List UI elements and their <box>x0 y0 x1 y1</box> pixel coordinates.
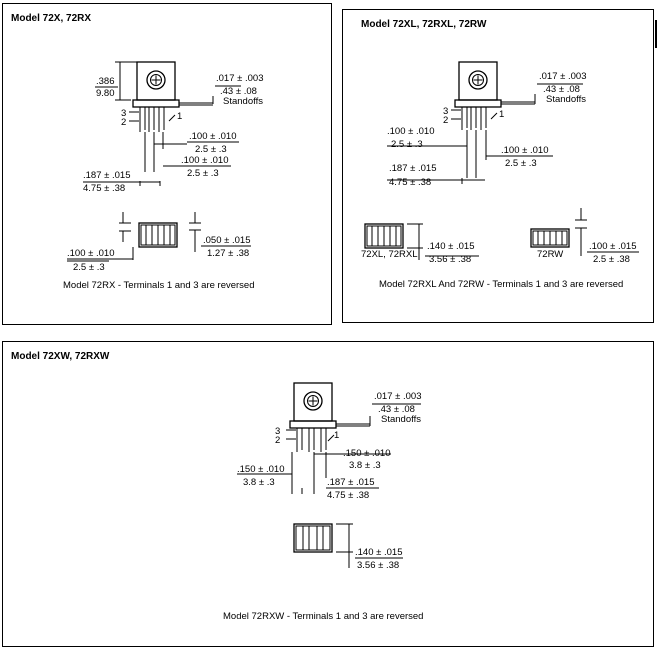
dim-standoff-mm: .43 ± .08 <box>543 84 580 95</box>
dim-offset-mm: 4.75 ± .38 <box>327 490 370 501</box>
dim-thick-in: .050 ± .015 <box>203 235 251 246</box>
dim-standoff-in: .017 ± .003 <box>374 391 422 402</box>
panel-caption: Model 72RX - Terminals 1 and 3 are reversed <box>63 280 255 291</box>
panel-model-72xl <box>342 9 654 323</box>
dim-pitch-left-mm: 2.5 ± .3 <box>391 139 423 150</box>
dim-offset-in: .187 ± .015 <box>327 477 375 488</box>
dim-xl-in: .140 ± .015 <box>427 241 475 252</box>
edge-mark <box>655 20 657 48</box>
dim-bottom-pitch-mm: 2.5 ± .3 <box>73 262 105 273</box>
panel-caption: Model 72RXW - Terminals 1 and 3 are reversed <box>223 611 424 622</box>
dim-pitch-in: .100 ± .010 <box>189 131 237 142</box>
dim-standoff-label: Standoffs <box>546 94 586 105</box>
dim-height-in: .386 <box>96 76 115 87</box>
label-72xl: 72XL, 72RXL <box>361 249 418 260</box>
pin-label-3: 3 <box>275 426 281 437</box>
panel-title: Model 72XW, 72RXW <box>11 351 110 362</box>
dim-offset-mm: 4.75 ± .38 <box>389 177 432 188</box>
dim-pitch-right-in: .100 ± .010 <box>501 145 549 156</box>
model-72x-drawing <box>3 4 333 326</box>
dim-pitch-right-mm: 3.8 ± .3 <box>349 460 381 471</box>
dim-pitch-left-in: .100 ± .010 <box>387 126 435 137</box>
pin-2 <box>149 107 154 132</box>
dim-thick-mm: 3.56 ± .38 <box>357 560 400 571</box>
pin-2 <box>471 107 476 130</box>
pin-label-2: 2 <box>121 117 127 128</box>
pin-label-1: 1 <box>499 109 505 120</box>
pin-3 <box>462 107 467 130</box>
dim-pitch2-mm: 2.5 ± .3 <box>187 168 219 179</box>
panel-title: Model 72X, 72RX <box>11 13 92 24</box>
pin-1 <box>481 107 486 130</box>
dim-rw-in: .100 ± .015 <box>589 241 637 252</box>
dim-offset-mm: 4.75 ± .38 <box>83 183 126 194</box>
pin-2 <box>309 428 314 452</box>
dim-bottom-pitch-in: .100 ± .010 <box>67 248 115 259</box>
dim-standoff-in: .017 ± .003 <box>216 73 264 84</box>
dim-standoff-mm: .43 ± .08 <box>220 86 257 97</box>
panel-title: Model 72XL, 72RXL, 72RW <box>361 19 487 30</box>
pin-label-2: 2 <box>443 115 449 126</box>
dim-pitch2-in: .100 ± .010 <box>181 155 229 166</box>
dim-pitch-left-mm: 3.8 ± .3 <box>243 477 275 488</box>
pin-1 <box>321 428 326 452</box>
dim-offset-in: .187 ± .015 <box>83 170 131 181</box>
dim-rw-mm: 2.5 ± .38 <box>593 254 630 265</box>
dim-standoff-mm: .43 ± .08 <box>378 404 415 415</box>
pin-label-1: 1 <box>334 430 340 441</box>
dim-pitch-mm: 2.5 ± .3 <box>195 144 227 155</box>
dim-thick-mm: 1.27 ± .38 <box>207 248 250 259</box>
pin-label-1: 1 <box>177 111 183 122</box>
pin-label-2: 2 <box>275 435 281 446</box>
pin-1 <box>159 107 164 132</box>
pin-3 <box>297 428 302 452</box>
panel-caption: Model 72RXL And 72RW - Terminals 1 and 3 are reversed <box>379 279 624 290</box>
panel-model-72xw <box>2 341 654 647</box>
dim-pitch-right-in: .150 ± .010 <box>343 448 391 459</box>
label-72rw: 72RW <box>537 249 564 260</box>
dim-pitch-left-in: .150 ± .010 <box>237 464 285 475</box>
dim-standoff-label: Standoffs <box>223 96 263 107</box>
dim-standoff-in: .017 ± .003 <box>539 71 587 82</box>
model-72xl-drawing <box>343 10 655 324</box>
dim-xl-mm: 3.56 ± .38 <box>429 254 472 265</box>
pin-label-3: 3 <box>443 106 449 117</box>
dim-height-mm: 9.80 <box>96 88 115 99</box>
dim-pitch-right-mm: 2.5 ± .3 <box>505 158 537 169</box>
model-72xw-drawing <box>3 342 655 648</box>
panel-model-72x <box>2 3 332 325</box>
pin-3 <box>140 107 145 132</box>
dim-standoff-label: Standoffs <box>381 414 421 425</box>
bottom-view-body <box>294 524 332 552</box>
pin-label-3: 3 <box>121 108 127 119</box>
dim-thick-in: .140 ± .015 <box>355 547 403 558</box>
dim-offset-in: .187 ± .015 <box>389 163 437 174</box>
